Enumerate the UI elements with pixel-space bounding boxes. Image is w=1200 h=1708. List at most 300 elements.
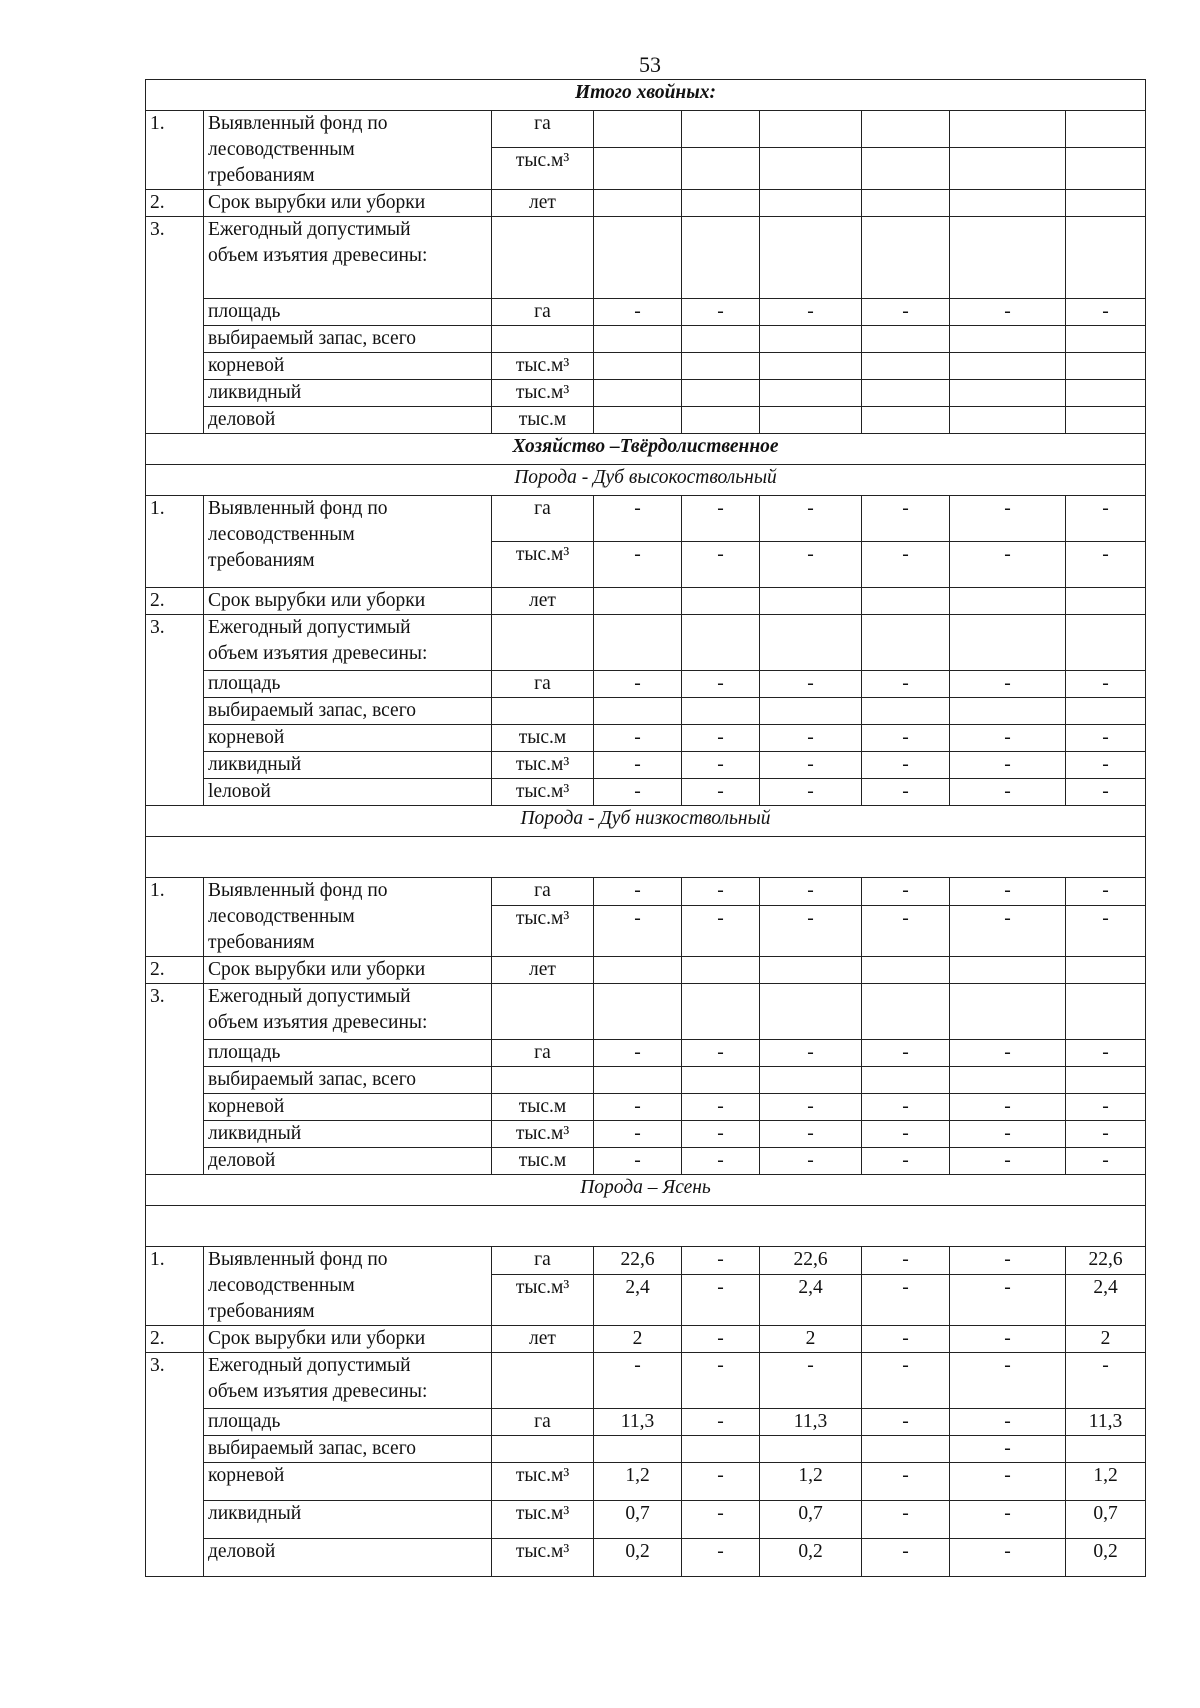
row-number	[146, 217, 204, 434]
value-cell	[862, 148, 950, 190]
cell-text: -	[717, 907, 724, 929]
cell-text: -	[634, 781, 641, 802]
value-cell	[760, 1040, 862, 1067]
unit-cell	[492, 1501, 594, 1539]
cell-text: -	[807, 1123, 814, 1144]
section-title	[146, 806, 1146, 837]
table-row	[146, 1539, 1146, 1577]
cell-text: деловой	[208, 1541, 276, 1562]
cell-text: корневой	[208, 727, 285, 748]
value-cell	[862, 217, 950, 299]
value-cell	[950, 1067, 1066, 1094]
cell-text: требованиям	[208, 165, 315, 186]
value-cell	[682, 671, 760, 698]
cell-text: -	[634, 498, 641, 519]
table-row	[146, 615, 1146, 671]
table-row	[146, 1436, 1146, 1463]
value-cell	[1066, 1274, 1146, 1325]
unit-cell	[492, 752, 594, 779]
row-label	[204, 1436, 492, 1463]
cell-text: 0,7	[798, 1503, 823, 1524]
value-cell	[862, 698, 950, 725]
cell-text: ликвидный	[208, 1503, 302, 1524]
cell-text: га	[534, 1411, 551, 1432]
cell-text: га	[534, 498, 551, 519]
cell-text: деловой	[208, 1150, 276, 1171]
table-row	[146, 1409, 1146, 1436]
unit-cell	[492, 671, 594, 698]
row-label	[204, 1409, 492, 1436]
cell-text: -	[1004, 1249, 1011, 1270]
cell-text: объем изъятия древесины:	[208, 1381, 428, 1402]
value-cell	[594, 407, 682, 434]
unit-cell	[492, 905, 594, 956]
value-cell	[862, 671, 950, 698]
value-cell	[862, 1326, 950, 1353]
cell-text: -	[1004, 1438, 1011, 1459]
value-cell	[594, 984, 682, 1040]
cell-text: -	[1004, 1276, 1011, 1298]
table-row	[146, 779, 1146, 806]
value-cell	[760, 1326, 862, 1353]
unit-cell	[492, 1274, 594, 1325]
value-cell	[594, 1326, 682, 1353]
value-cell	[594, 1274, 682, 1325]
cell-text: 3.	[150, 1355, 165, 1376]
cell-text: 11,3	[1088, 1411, 1123, 1432]
unit-cell	[492, 698, 594, 725]
cell-text: -	[717, 1276, 724, 1298]
cell-text: га	[534, 880, 551, 901]
cell-text: -	[1004, 1328, 1011, 1349]
value-cell	[950, 905, 1066, 956]
value-cell	[594, 725, 682, 752]
unit-cell	[492, 1247, 594, 1275]
cell-text: -	[634, 673, 641, 694]
value-cell	[1066, 878, 1146, 906]
cell-text: -	[1004, 880, 1011, 901]
table-row	[146, 1148, 1146, 1175]
value-cell	[950, 779, 1066, 806]
value-cell	[862, 779, 950, 806]
row-label	[204, 588, 492, 615]
cell-text: лет	[529, 959, 556, 980]
value-cell	[1066, 957, 1146, 984]
value-cell	[682, 905, 760, 956]
value-cell	[862, 1436, 950, 1463]
value-cell	[1066, 148, 1146, 190]
value-cell	[1066, 407, 1146, 434]
row-label	[204, 190, 492, 217]
value-cell	[1066, 725, 1146, 752]
cell-text: тыс.м³	[515, 1503, 570, 1524]
row-label	[204, 407, 492, 434]
cell-text: -	[902, 498, 909, 519]
row-label	[204, 725, 492, 752]
value-cell	[594, 1121, 682, 1148]
cell-text: Порода – Ясень	[580, 1177, 711, 1198]
cell-text: 2.	[150, 1328, 165, 1349]
value-cell	[1066, 217, 1146, 299]
value-cell	[594, 380, 682, 407]
cell-text: 2.	[150, 590, 165, 611]
cell-text: лесоводственным	[208, 906, 355, 927]
table-row	[146, 1121, 1146, 1148]
value-cell	[950, 671, 1066, 698]
row-label	[204, 1121, 492, 1148]
cell-text: 1.	[150, 113, 165, 134]
cell-text: -	[807, 907, 814, 929]
value-cell	[1066, 1463, 1146, 1501]
value-cell	[1066, 326, 1146, 353]
table-row	[146, 1067, 1146, 1094]
value-cell	[760, 407, 862, 434]
value-cell	[594, 496, 682, 542]
value-cell	[950, 1463, 1066, 1501]
value-cell	[760, 905, 862, 956]
section-spacer	[146, 1206, 1146, 1247]
row-label	[204, 698, 492, 725]
value-cell	[594, 1501, 682, 1539]
cell-text: 1,2	[798, 1465, 823, 1486]
value-cell	[862, 1067, 950, 1094]
cell-text: тыс.м³	[515, 1276, 570, 1298]
cell-text: -	[1102, 1123, 1109, 1144]
row-label	[204, 957, 492, 984]
cell-text: выбираемый запас, всего	[208, 700, 416, 721]
cell-text: Срок вырубки или уборки	[208, 959, 426, 980]
value-cell	[682, 1436, 760, 1463]
cell-text: -	[717, 1123, 724, 1144]
cell-text: 3.	[150, 986, 165, 1007]
value-cell	[950, 148, 1066, 190]
value-cell	[950, 698, 1066, 725]
row-label	[204, 299, 492, 326]
cell-text: Выявленный фонд по	[208, 880, 388, 901]
value-cell	[682, 111, 760, 148]
cell-text: 1.	[150, 880, 165, 901]
value-cell	[950, 984, 1066, 1040]
cell-text: -	[807, 1355, 814, 1376]
value-cell	[862, 111, 950, 148]
cell-text: -	[1102, 880, 1109, 901]
cell-text: -	[1004, 301, 1011, 322]
unit-cell	[492, 326, 594, 353]
cell-text: -	[902, 1503, 909, 1524]
cell-text: -	[1102, 544, 1109, 565]
cell-text: -	[1004, 1042, 1011, 1063]
value-cell	[950, 1247, 1066, 1275]
cell-text: объем изъятия древесины:	[208, 1012, 428, 1033]
value-cell	[594, 1409, 682, 1436]
table-row	[146, 671, 1146, 698]
value-cell	[760, 878, 862, 906]
cell-text: Порода - Дуб высокоствольный	[514, 467, 777, 488]
cell-text: 0,2	[625, 1541, 650, 1562]
value-cell	[682, 1121, 760, 1148]
cell-text: -	[902, 1042, 909, 1063]
cell-text: -	[1004, 544, 1011, 565]
value-cell	[760, 353, 862, 380]
table-row	[146, 725, 1146, 752]
value-cell	[1066, 380, 1146, 407]
cell-text: -	[1004, 781, 1011, 802]
cell-text: тыс.м³	[515, 907, 570, 929]
section-title	[146, 465, 1146, 496]
value-cell	[594, 1463, 682, 1501]
cell-text: Выявленный фонд по	[208, 498, 388, 519]
cell-text: -	[634, 301, 641, 322]
value-cell	[682, 353, 760, 380]
value-cell	[1066, 1353, 1146, 1409]
cell-text: деловой	[208, 409, 276, 430]
section-title	[146, 1175, 1146, 1206]
cell-text: -	[1102, 907, 1109, 929]
value-cell	[760, 299, 862, 326]
cell-text: -	[1004, 673, 1011, 694]
cell-text: тыс.м³	[515, 1123, 570, 1144]
cell-text: Ежегодный допустимый	[208, 986, 411, 1007]
table-row	[146, 380, 1146, 407]
value-cell	[594, 615, 682, 671]
value-cell	[950, 1353, 1066, 1409]
value-cell	[950, 752, 1066, 779]
value-cell	[950, 353, 1066, 380]
value-cell	[862, 905, 950, 956]
value-cell	[950, 407, 1066, 434]
cell-text: -	[902, 301, 909, 322]
row-label	[204, 1353, 492, 1409]
section-spacer	[146, 837, 1146, 878]
cell-text: -	[1004, 727, 1011, 748]
cell-text: -	[717, 1541, 724, 1562]
cell-text: Порода - Дуб низкоствольный	[520, 808, 771, 829]
allowable-cut-table	[145, 79, 1146, 1577]
cell-text: -	[1102, 673, 1109, 694]
row-label	[204, 1463, 492, 1501]
value-cell	[682, 326, 760, 353]
value-cell	[682, 542, 760, 588]
cell-text: -	[1102, 1150, 1109, 1171]
cell-text: 0,7	[1093, 1503, 1118, 1524]
value-cell	[594, 698, 682, 725]
table-row	[146, 407, 1146, 434]
cell-text: -	[1102, 1042, 1109, 1063]
unit-cell	[492, 878, 594, 906]
value-cell	[682, 407, 760, 434]
value-cell	[682, 1326, 760, 1353]
value-cell	[760, 588, 862, 615]
cell-text: выбираемый запас, всего	[208, 1069, 416, 1090]
cell-text: -	[902, 1411, 909, 1432]
value-cell	[1066, 1326, 1146, 1353]
row-label	[204, 779, 492, 806]
cell-text: -	[902, 1328, 909, 1349]
row-label	[204, 752, 492, 779]
cell-text: Ежегодный допустимый	[208, 219, 411, 240]
cell-text: -	[807, 880, 814, 901]
cell-text: -	[1004, 1541, 1011, 1562]
row-label	[204, 1326, 492, 1353]
value-cell	[682, 299, 760, 326]
cell-text: -	[807, 1150, 814, 1171]
value-cell	[594, 1539, 682, 1577]
cell-text: Выявленный фонд по	[208, 1249, 388, 1270]
row-number	[146, 111, 204, 190]
cell-text: 2	[805, 1328, 816, 1349]
value-cell	[682, 725, 760, 752]
cell-text: площадь	[208, 301, 281, 322]
cell-text: -	[717, 1503, 724, 1524]
row-label	[204, 878, 492, 957]
value-cell	[950, 326, 1066, 353]
cell-text: 2	[1100, 1328, 1111, 1349]
unit-cell	[492, 190, 594, 217]
table-row	[146, 698, 1146, 725]
value-cell	[1066, 1436, 1146, 1463]
cell-text: -	[634, 1042, 641, 1063]
cell-text: га	[534, 301, 551, 322]
cell-text: 0,2	[1093, 1541, 1118, 1562]
row-label	[204, 111, 492, 190]
value-cell	[1066, 588, 1146, 615]
table-row	[146, 1353, 1146, 1409]
cell-text: Ежегодный допустимый	[208, 1355, 411, 1376]
cell-text: -	[902, 1150, 909, 1171]
table-row	[146, 957, 1146, 984]
value-cell	[682, 1274, 760, 1325]
value-cell	[594, 1247, 682, 1275]
cell-text: Срок вырубки или уборки	[208, 590, 426, 611]
cell-text: -	[1004, 1355, 1011, 1376]
cell-text: -	[1004, 1123, 1011, 1144]
value-cell	[594, 148, 682, 190]
unit-cell	[492, 1409, 594, 1436]
cell-text: площадь	[208, 1411, 281, 1432]
value-cell	[594, 1148, 682, 1175]
cell-text: -	[717, 1411, 724, 1432]
cell-text: -	[807, 301, 814, 322]
cell-text: 1,2	[1093, 1465, 1118, 1486]
cell-text: 3.	[150, 219, 165, 240]
cell-text: -	[634, 1096, 641, 1117]
cell-text: -	[807, 544, 814, 565]
value-cell	[950, 380, 1066, 407]
cell-text: 2,4	[625, 1276, 650, 1298]
value-cell	[594, 905, 682, 956]
table-row	[146, 1094, 1146, 1121]
value-cell	[1066, 1247, 1146, 1275]
row-number	[146, 1326, 204, 1353]
value-cell	[682, 496, 760, 542]
cell-text: корневой	[208, 1096, 285, 1117]
value-cell	[862, 190, 950, 217]
value-cell	[594, 957, 682, 984]
cell-text: 3.	[150, 617, 165, 638]
value-cell	[682, 190, 760, 217]
cell-text: 2,4	[798, 1276, 823, 1298]
value-cell	[950, 1436, 1066, 1463]
value-cell	[862, 326, 950, 353]
cell-text: -	[634, 1123, 641, 1144]
cell-text: ликвидный	[208, 754, 302, 775]
table-row	[146, 434, 1146, 465]
value-cell	[760, 1067, 862, 1094]
unit-cell	[492, 1094, 594, 1121]
value-cell	[862, 1539, 950, 1577]
value-cell	[594, 326, 682, 353]
table-row	[146, 1463, 1146, 1501]
cell-text: лет	[529, 590, 556, 611]
value-cell	[862, 1353, 950, 1409]
value-cell	[682, 588, 760, 615]
row-label	[204, 1539, 492, 1577]
cell-text: -	[1004, 1096, 1011, 1117]
value-cell	[950, 1121, 1066, 1148]
value-cell	[950, 190, 1066, 217]
cell-text: -	[1004, 1465, 1011, 1486]
row-label	[204, 1067, 492, 1094]
cell-text: Ежегодный допустимый	[208, 617, 411, 638]
cell-text: -	[1004, 907, 1011, 929]
cell-text: -	[902, 1276, 909, 1298]
row-number	[146, 957, 204, 984]
cell-text: -	[902, 1355, 909, 1376]
table-row	[146, 1175, 1146, 1206]
cell-text: Срок вырубки или уборки	[208, 1328, 426, 1349]
value-cell	[682, 779, 760, 806]
cell-text: -	[717, 1328, 724, 1349]
value-cell	[760, 1539, 862, 1577]
section-title	[146, 434, 1146, 465]
value-cell	[760, 1501, 862, 1539]
value-cell	[682, 1067, 760, 1094]
value-cell	[1066, 671, 1146, 698]
cell-text: лесоводственным	[208, 139, 355, 160]
value-cell	[1066, 1067, 1146, 1094]
value-cell	[862, 984, 950, 1040]
page-number: 53	[639, 52, 661, 77]
cell-text: -	[717, 544, 724, 565]
unit-cell	[492, 353, 594, 380]
cell-text: тыс.м³	[515, 1541, 570, 1562]
value-cell	[862, 878, 950, 906]
cell-text: -	[634, 754, 641, 775]
cell-text: Хозяйство –Твёрдолиственное	[512, 436, 779, 457]
value-cell	[950, 217, 1066, 299]
cell-text: га	[534, 1042, 551, 1063]
value-cell	[950, 1326, 1066, 1353]
cell-text: -	[807, 1096, 814, 1117]
cell-text: -	[1004, 1411, 1011, 1432]
cell-text: лет	[529, 1328, 556, 1349]
unit-cell	[492, 615, 594, 671]
cell-text: -	[634, 544, 641, 565]
value-cell	[950, 1148, 1066, 1175]
cell-text: 11,3	[620, 1411, 655, 1432]
unit-cell	[492, 217, 594, 299]
value-cell	[950, 1409, 1066, 1436]
value-cell	[594, 217, 682, 299]
cell-text: -	[1004, 1150, 1011, 1171]
cell-text: -	[1102, 301, 1109, 322]
cell-text: -	[717, 301, 724, 322]
cell-text: 2,4	[1093, 1276, 1118, 1298]
cell-text: -	[1004, 1503, 1011, 1524]
value-cell	[950, 1274, 1066, 1325]
value-cell	[594, 752, 682, 779]
cell-text: 11,3	[793, 1411, 828, 1432]
